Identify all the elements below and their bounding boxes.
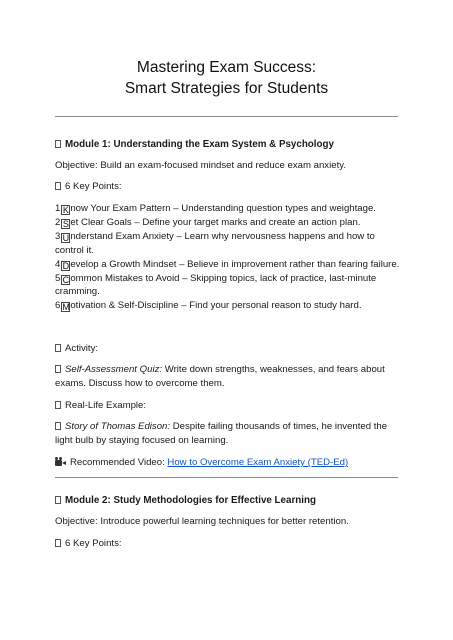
module-1-activity-label (55, 342, 400, 356)
divider-top (55, 116, 398, 117)
point-number: 6 (55, 300, 61, 312)
missing-glyph-icon (55, 344, 61, 352)
module-1-example (55, 420, 400, 448)
module-2-objective: Objective: Introduce powerful learning techniques for better retention. (55, 516, 349, 527)
point-number: 4 (55, 258, 61, 270)
module-1-heading (55, 138, 400, 152)
list-item (55, 216, 400, 230)
key-points-label-text: 6 Key Points: (65, 181, 122, 192)
point-text: nderstand Exam Anxiety – Learn why nervousness happens and how to control it. (55, 230, 375, 256)
module-1-key-points-label (55, 180, 400, 194)
point-number: 5 (55, 272, 61, 284)
point-first-letter-glyph: S (62, 218, 69, 229)
point-text: otivation & Self-Discipline – Find your personal reason to study hard. (70, 300, 362, 312)
point-number: 2 (55, 216, 61, 228)
point-first-letter-glyph: K (62, 205, 69, 215)
missing-glyph-icon (55, 182, 61, 190)
module-2-heading-text: Module 2: Study Methodologies for Effective Learning (65, 495, 316, 506)
video-label: Recommended Video: (70, 457, 168, 468)
module-1-heading-text: Module 1: Understanding the Exam System & Psychology (65, 139, 334, 150)
example-label-text: Real-Life Example: (65, 400, 147, 411)
example-title: Story of Thomas Edison: (65, 421, 171, 432)
module-1-points-list (55, 202, 400, 313)
module-2-key-points-label (55, 537, 400, 551)
point-first-letter-glyph: D (62, 260, 70, 271)
missing-glyph-icon (55, 422, 61, 430)
video-camera-icon (55, 458, 66, 466)
module-1-video (55, 456, 400, 470)
module-1-objective: Objective: Build an exam-focused mindset and reduce exam anxiety. (55, 160, 346, 171)
module-1-example-label (55, 399, 400, 413)
activity-label-text: Activity: (65, 343, 99, 354)
document-title (0, 57, 453, 99)
divider-middle (55, 477, 398, 478)
missing-glyph-icon (55, 401, 61, 409)
point-text: et Clear Goals – Define your target marks and create an action plan. (70, 216, 361, 228)
point-text: ommon Mistakes to Avoid – Skipping topics, lack of practice, last-minute cramming. (55, 272, 377, 298)
module-1-activity (55, 363, 400, 391)
point-first-letter-glyph: C (62, 274, 70, 285)
point-number: 1 (55, 203, 61, 214)
missing-glyph-icon (55, 365, 61, 373)
point-number: 3 (55, 230, 61, 242)
point-text: evelop a Growth Mindset – Believe in improvement rather than fearing failure. (70, 258, 400, 270)
list-item (55, 258, 400, 272)
title-line-1: Mastering Exam Success: (136, 59, 317, 76)
missing-glyph-icon (55, 496, 61, 504)
missing-glyph-icon (55, 140, 61, 148)
missing-glyph-icon (55, 539, 61, 547)
activity-text: Write down strengths, weaknesses, and fears about exams. Discuss how to overcome them. (55, 364, 385, 389)
module-2-heading (55, 494, 400, 508)
point-text: now Your Exam Pattern – Understanding question types and weightage. (70, 203, 376, 214)
video-link[interactable]: How to Overcome Exam Anxiety (TED-Ed) (167, 457, 349, 468)
example-text: Despite failing thousands of times, he invented the light bulb by staying focused on learning. (55, 421, 388, 446)
list-item (55, 272, 400, 300)
point-first-letter-glyph: U (62, 232, 70, 243)
list-item (55, 202, 400, 216)
activity-title: Self-Assessment Quiz: (65, 364, 163, 375)
point-first-letter-glyph: M (62, 302, 70, 313)
list-item (55, 299, 400, 313)
key-points-label-text: 6 Key Points: (65, 538, 122, 549)
list-item (55, 230, 400, 258)
title-line-2: Smart Strategies for Students (124, 80, 329, 97)
